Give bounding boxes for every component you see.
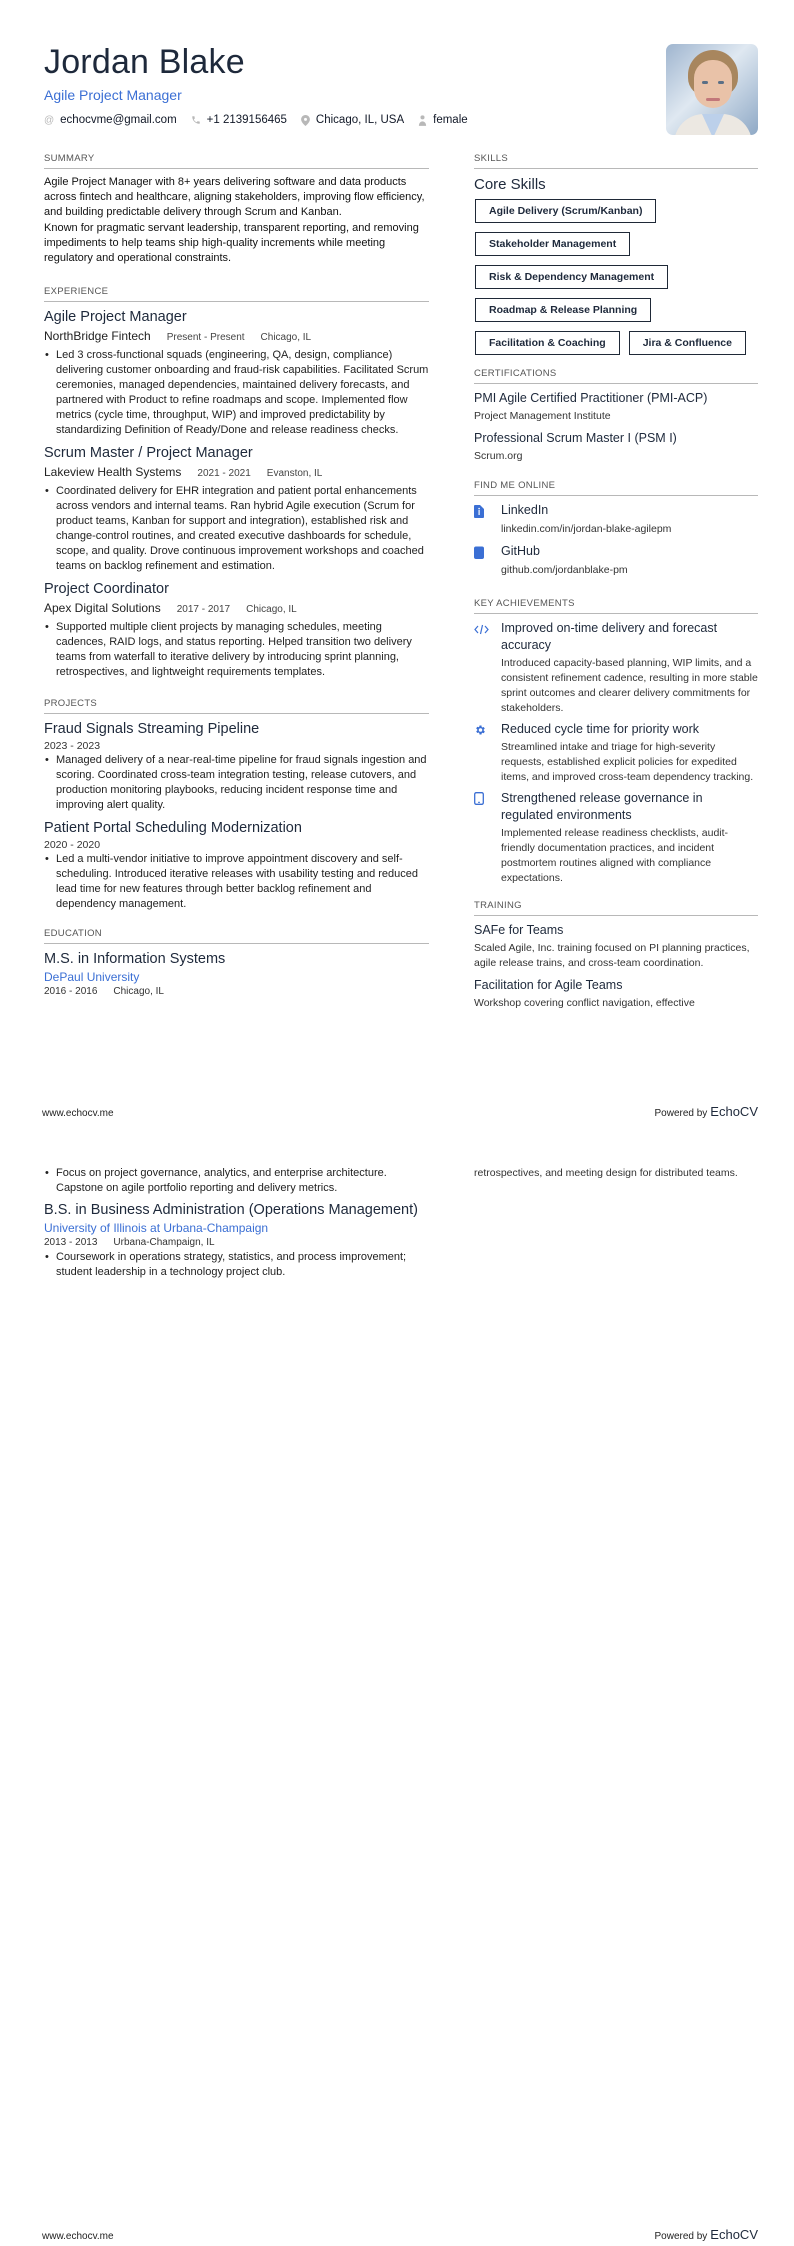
education-location: Urbana-Champaign, IL <box>113 1237 215 1248</box>
skill-group-title: Core Skills <box>474 176 546 193</box>
at-icon: @ <box>44 114 55 126</box>
section-title-certifications: CERTIFICATIONS <box>474 368 758 384</box>
contact-email[interactable] <box>44 114 177 126</box>
right-column-continued <box>474 1166 758 1187</box>
skill-chip: Agile Delivery (Scrum/Kanban) <box>475 199 656 223</box>
person-icon <box>418 115 427 126</box>
skill-chip: Risk & Dependency Management <box>475 265 668 289</box>
certification-issuer: Project Management Institute <box>474 410 611 422</box>
left-column <box>44 153 429 999</box>
job-meta <box>44 600 429 618</box>
experience-item <box>44 308 429 438</box>
code-icon <box>474 620 501 716</box>
candidate-role: Agile Project Manager <box>44 87 182 103</box>
footer-brand[interactable]: EchoCV <box>710 2227 758 2242</box>
section-title-projects: PROJECTS <box>44 698 429 714</box>
phone-icon <box>191 115 201 125</box>
achievement-title: Reduced cycle time for priority work <box>501 722 699 736</box>
education-meta <box>44 985 429 999</box>
training-section <box>474 900 758 1011</box>
education-section <box>44 928 429 999</box>
job-location: Chicago, IL <box>246 604 297 615</box>
education-meta <box>44 1236 429 1250</box>
education-location: Chicago, IL <box>113 986 164 997</box>
online-link-github[interactable] <box>474 543 758 584</box>
page-footer <box>42 2227 758 2242</box>
contact-list <box>44 114 654 126</box>
footer-site-link[interactable]: www.echocv.me <box>42 2231 114 2242</box>
training-item <box>474 922 758 971</box>
certification-item <box>474 390 758 424</box>
job-title: Project Coordinator <box>44 581 169 597</box>
certification-name: Professional Scrum Master I (PSM I) <box>474 431 677 445</box>
training-title: Facilitation for Agile Teams <box>474 978 623 992</box>
project-bullet: • Managed delivery of a near-real-time pipeline for fraud signals ingestion and scoring. Coordinated cross-team integration testing, release cutovers, and production monitoring playbooks, reducing incident response time and improving alert quality. <box>44 753 429 813</box>
online-section <box>474 480 758 584</box>
github-icon <box>474 543 501 584</box>
certification-name: PMI Agile Certified Practitioner (PMI-ACP) <box>474 391 708 405</box>
experience-section <box>44 286 429 680</box>
footer-brand[interactable]: EchoCV <box>710 1104 758 1119</box>
degree-title: B.S. in Business Administration (Operations Management) <box>44 1202 418 1218</box>
education-dates: 2016 - 2016 <box>44 986 98 997</box>
job-meta <box>44 464 429 482</box>
education-item <box>44 950 429 999</box>
job-dates: 2021 - 2021 <box>197 468 251 479</box>
certification-item <box>474 430 758 464</box>
job-location: Evanston, IL <box>266 468 323 479</box>
job-dates: 2017 - 2017 <box>176 604 231 615</box>
achievement-item <box>474 721 758 785</box>
education-item <box>44 1201 429 1280</box>
candidate-name: Jordan Blake <box>44 43 245 81</box>
contact-phone-text: +1 2139156465 <box>206 114 287 126</box>
job-meta <box>44 328 429 346</box>
section-title-training: TRAINING <box>474 900 758 916</box>
tablet-icon <box>474 790 501 886</box>
footer-powered-by: Powered by EchoCV <box>654 1104 758 1119</box>
experience-item <box>44 444 429 574</box>
contact-gender <box>418 114 468 126</box>
job-bullet: • Led 3 cross-functional squads (engineering, QA, design, compliance) delivering customer onboarding and fraud-risk capabilities. Facilitated Scrum ceremonies, managed dependencies, maintained delivery forecasts, and partnered with Product to refine roadmaps and scope. Implemented flow metrics (cycle time, throughput, WIP) and improved predictability by standardizing Definition of Ready/Done and release readiness checks. <box>44 348 429 438</box>
skill-chip: Facilitation & Coaching <box>475 331 620 355</box>
degree-title: M.S. in Information Systems <box>44 951 226 967</box>
resume-header <box>44 42 654 126</box>
online-link-url[interactable]: github.com/jordanblake-pm <box>501 564 628 576</box>
section-title-summary: SUMMARY <box>44 153 429 169</box>
training-description: Scaled Agile, Inc. training focused on PI planning practices, agile release trains, and cross-team coordination. <box>474 942 750 969</box>
page-footer <box>42 1104 758 1119</box>
education-bullet: • Focus on project governance, analytics, and enterprise architecture. Capstone on agile portfolio reporting and delivery metrics. <box>44 1166 429 1196</box>
job-bullet: • Coordinated delivery for EHR integration and patient portal enhancements across vendors and internal teams. Ran hybrid Agile execution (Scrum for product teams, Kanban for support and integration), established risk and change-control routines, and created executive dashboards for schedule, scope, and quality. Drove continuous improvement workshops and coached teams on backlog refinement and estimation. <box>44 484 429 574</box>
contact-email-text: echocvme@gmail.com <box>60 114 177 126</box>
summary-section <box>44 153 429 266</box>
skill-chip: Stakeholder Management <box>475 232 630 256</box>
linkedin-icon <box>474 502 501 543</box>
summary-paragraph: Agile Project Manager with 8+ years delivering software and data products across fintech and healthcare, aligning stakeholders, improving flow efficiency, and building predictable delivery through Scrum and Kanban. <box>44 176 425 218</box>
certification-issuer: Scrum.org <box>474 450 523 462</box>
section-title-education: EDUCATION <box>44 928 429 944</box>
job-location: Chicago, IL <box>260 332 312 343</box>
achievement-item <box>474 790 758 886</box>
project-item <box>44 720 429 813</box>
project-dates: 2023 - 2023 <box>44 740 101 752</box>
project-title: Patient Portal Scheduling Modernization <box>44 820 302 836</box>
contact-gender-text: female <box>433 114 468 126</box>
education-bullets <box>44 1166 429 1196</box>
online-link-url[interactable]: linkedin.com/in/jordan-blake-agilepm <box>501 523 672 535</box>
company-name: Apex Digital Solutions <box>44 601 161 615</box>
contact-phone[interactable] <box>191 114 287 126</box>
skill-chip-list <box>474 199 758 364</box>
training-item <box>474 977 758 1011</box>
project-bullet: • Led a multi-vendor initiative to improve appointment discovery and self-scheduling. Introduced iterative releases with usability testing and reduced lead time for new features through better backlog refinement and dependency management. <box>44 852 429 912</box>
training-title: SAFe for Teams <box>474 923 564 937</box>
achievements-section <box>474 598 758 886</box>
contact-location <box>301 114 404 126</box>
skill-chip: Roadmap & Release Planning <box>475 298 651 322</box>
left-column-continued <box>44 1166 429 1280</box>
training-description-continued: retrospectives, and meeting design for distributed teams. <box>474 1167 738 1179</box>
certifications-section <box>474 368 758 464</box>
achievement-item <box>474 620 758 716</box>
company-name: Lakeview Health Systems <box>44 465 182 479</box>
footer-site-link[interactable]: www.echocv.me <box>42 1108 114 1119</box>
right-column <box>474 153 758 1017</box>
experience-item <box>44 580 429 680</box>
section-title-skills: SKILLS <box>474 153 758 169</box>
project-item <box>44 819 429 912</box>
education-dates: 2013 - 2013 <box>44 1237 98 1248</box>
company-name: NorthBridge Fintech <box>44 329 151 343</box>
online-link-name: LinkedIn <box>501 503 549 517</box>
job-title: Agile Project Manager <box>44 309 187 325</box>
resume-page-2 <box>0 1123 794 2246</box>
location-pin-icon <box>301 115 310 126</box>
job-bullet: • Supported multiple client projects by managing schedules, meeting cadences, RAID logs, and status reporting. Helped transition two delivery teams from waterfall to iterative delivery by introducing sprint planning, retrospectives, and lightweight requirements templates. <box>44 620 429 680</box>
projects-section <box>44 698 429 912</box>
footer-powered-by: Powered by EchoCV <box>654 2227 758 2242</box>
section-title-achievements: KEY ACHIEVEMENTS <box>474 598 758 614</box>
school-name[interactable]: University of Illinois at Urbana-Champaign <box>44 1221 269 1235</box>
project-dates: 2020 - 2020 <box>44 839 101 851</box>
skill-chip: Jira & Confluence <box>629 331 746 355</box>
achievement-title: Improved on-time delivery and forecast accuracy <box>501 621 718 652</box>
contact-location-text: Chicago, IL, USA <box>315 114 405 126</box>
project-title: Fraud Signals Streaming Pipeline <box>44 721 260 737</box>
summary-paragraph: Known for pragmatic servant leadership, transparent reporting, and removing impediments to help teams ship high-quality increments while meeting regulatory and operational constraints. <box>44 222 419 264</box>
section-title-online: FIND ME ONLINE <box>474 480 758 496</box>
profile-photo <box>666 44 758 135</box>
achievement-description: Introduced capacity-based planning, WIP limits, and a consistent refinement cadence, resulting in more stable sprint outcomes and clearer delivery commitments for stakeholders. <box>501 657 758 714</box>
skills-section <box>474 153 758 364</box>
training-description: Workshop covering conflict navigation, effective <box>474 997 695 1009</box>
online-link-linkedin[interactable] <box>474 502 758 543</box>
school-name[interactable]: DePaul University <box>44 970 140 984</box>
job-dates: Present - Present <box>166 332 245 343</box>
achievement-title: Strengthened release governance in regulated environments <box>501 791 703 822</box>
section-title-experience: EXPERIENCE <box>44 286 429 302</box>
online-link-name: GitHub <box>501 544 540 558</box>
achievement-description: Implemented release readiness checklists, audit-friendly documentation practices, and incident postmortem routines aligned with compliance expectations. <box>501 827 729 884</box>
achievement-description: Streamlined intake and triage for high-severity requests, established explicit policies for expedited items, and improved cross-team dependency tracking. <box>501 741 754 783</box>
education-bullet: • Coursework in operations strategy, statistics, and process improvement; student leadership in a technology project club. <box>44 1250 429 1280</box>
gear-icon <box>474 721 501 785</box>
job-title: Scrum Master / Project Manager <box>44 445 253 461</box>
